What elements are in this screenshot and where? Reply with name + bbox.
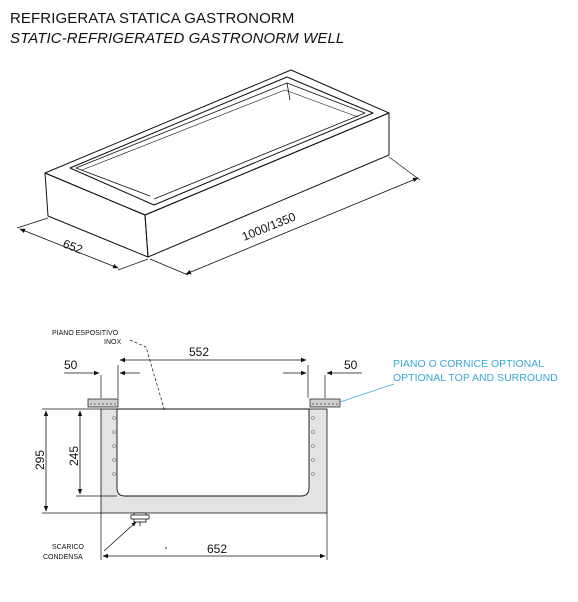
- dim-50-left: 50: [64, 358, 78, 372]
- title-english: STATIC-REFRIGERATED GASTRONORM WELL: [10, 30, 345, 47]
- label-display-line2: INOX: [104, 339, 122, 346]
- dim-295: 295: [33, 449, 47, 470]
- leader-display: [130, 340, 165, 412]
- dim-552: 552: [189, 345, 210, 359]
- section-view: [42, 340, 394, 560]
- right-flange: [310, 399, 340, 407]
- label-display-line1: PIANO ESPOSITIVO: [52, 330, 119, 337]
- left-flange: [88, 399, 118, 407]
- well-cavity: [117, 409, 309, 496]
- leader-drain: [104, 522, 136, 551]
- dim-50-right: 50: [344, 358, 358, 372]
- title-italian: REFRIGERATA STATICA GASTRONORM: [10, 10, 295, 27]
- iso-depth-label: 652: [60, 236, 85, 257]
- iso-length-label: 1000/1350: [239, 209, 298, 244]
- optional-note-line2: OPTIONAL TOP AND SURROUND: [393, 372, 558, 384]
- label-drain-line1: SCARICO: [52, 544, 84, 551]
- iso-left-face: [45, 173, 148, 257]
- dim-652-bottom: 652: [207, 542, 228, 556]
- leader-optional: [340, 384, 394, 402]
- dim-245: 245: [67, 445, 81, 466]
- iso-top-face: [45, 70, 389, 215]
- label-drain-line2: CONDENSA: [43, 554, 83, 561]
- iso-well-rim: [70, 77, 373, 205]
- optional-note-line1: PIANO O CORNICE OPTIONAL: [393, 358, 545, 370]
- iso-front-face: [145, 113, 389, 257]
